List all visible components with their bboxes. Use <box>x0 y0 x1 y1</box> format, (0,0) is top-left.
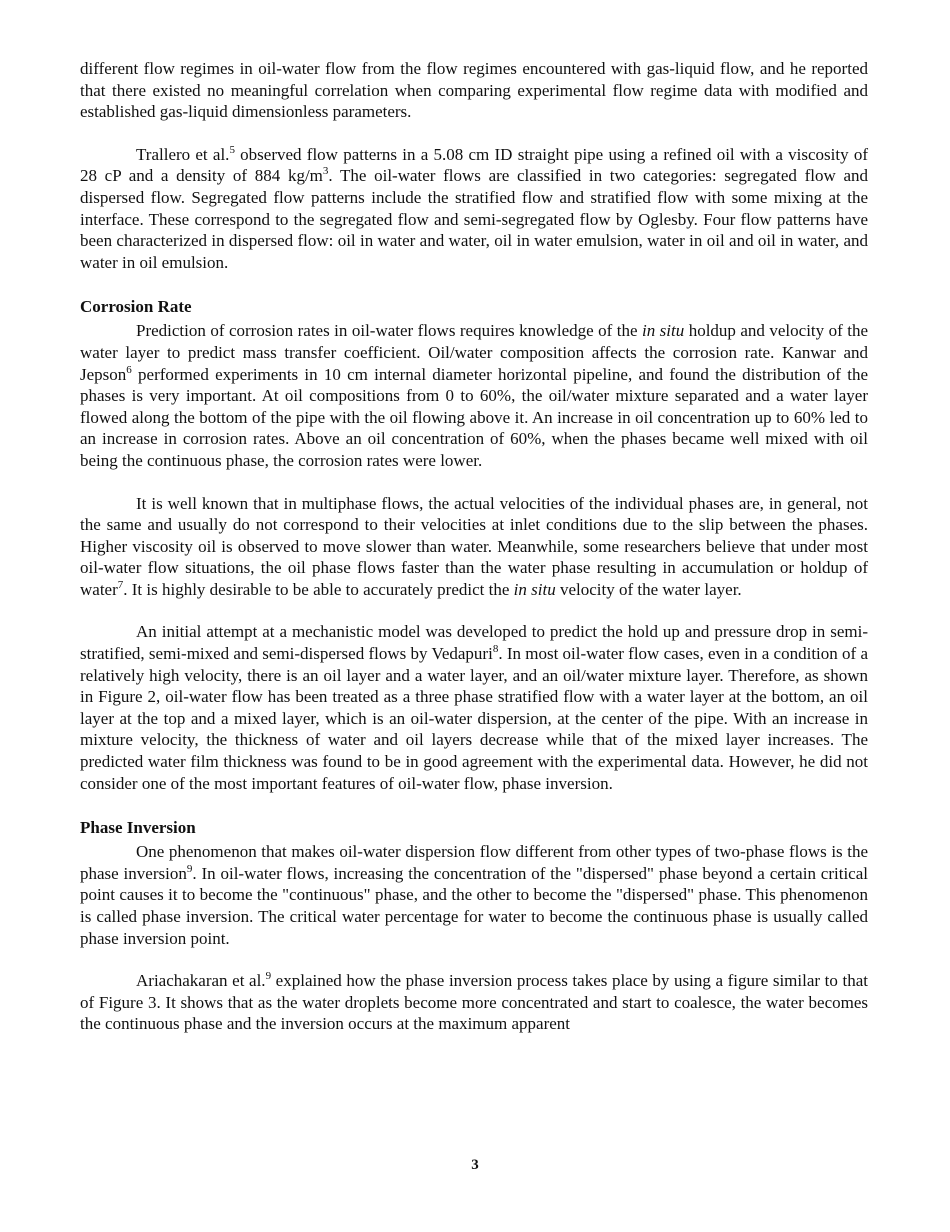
paragraph-flow-regimes-continued: different flow regimes in oil-water flow from the flow regimes encountered with gas-liquid flow, and he reported that there existed no meaningful correlation when comparing experimental flow regime data with modified and established gas-liquid dimensionless parameters. <box>80 59 868 122</box>
paragraph-trallero: Trallero et al.$^5$ observed flow patterns in a 5.08 cm ID straight pipe using a refined oil with a viscosity of 28 cP and a density of 884 $kg/m^3$. The oil-water flows are classified in two categories: segregated flow and dispersed flow. Segregated flow patterns include the stratified flow and stratified flow with some mixing at the interface. These correspond to the segregated flow and semi-segregated flow by Oglesby. Four flow patterns have been characterized in dispersed flow: oil in water and water, oil in water emulsion, water in oil and oil in water, and water in oil emulsion. <box>80 143 869 272</box>
reference-superscript: 7 <box>117 578 124 591</box>
paragraph-corrosion-prediction: Prediction of corrosion rates in oil-water flows requires knowledge of the in situ holdup and velocity of the water layer to predict mass transfer coefficient. Oil/water composition affects the corrosion rate. Kanwar and Jepson$^6$ performed experiments in 10 cm internal diameter horizontal pipeline, and found the distribution of the phases is very important. At oil compositions from 0 to 60%, the oil/water mixture separated and a water layer flowed along the bottom of the pipe with the oil flowing above it. An increase in oil concentration up to 60% led to an increase in corrosion rates. Above an oil concentration of 60%, when the phases became well mixed with oil being the continuous phase, the corrosion rates were lower. <box>80 321 868 470</box>
paragraph-phase-velocities: It is well known that in multiphase flows, the actual velocities of the individual phases are, in general, not the same and usually do not correspond to their velocities at inlet conditions due to the slip between the phases. Higher viscosity oil is observed to move slower than water. Meanwhile, some researchers believe that under most oil-water flow situations, the oil phase flows faster than the water phase resulting in accumulation or holdup of water$^7$. It is highly desirable to be able to accurately predict the in situ velocity of the water layer. <box>80 493 868 599</box>
paragraph-ariachakaran: Ariachakaran et al.$^9$ explained how the phase inversion process takes place by using a figure similar to that of Figure 3. It shows that as the water droplets become more concentrated and start to coalesce, the water becomes the continuous phase and the inversion occurs at the maximum apparent <box>80 970 868 1034</box>
page-number: 3 <box>471 1157 479 1173</box>
reference-superscript: 5 <box>229 143 235 156</box>
page-body <box>80 58 868 1035</box>
reference-superscript: 6 <box>126 363 132 376</box>
heading-corrosion-rate: Corrosion Rate <box>80 297 192 317</box>
reference-superscript: 9 <box>186 862 193 875</box>
paragraph-phase-inversion-definition: One phenomenon that makes oil-water dispersion flow different from other types of two-phase flows is the phase inversion$^9$. In oil-water flows, increasing the concentration of the "dispersed" phase beyond a certain critical point causes it to become the "continuous" phase, and the other to become the "dispersed" phase. This phenomenon is called phase inversion. The critical water percentage for water to become the continuous phase is usually called phase inversion point. <box>80 842 869 948</box>
reference-superscript: 9 <box>265 970 272 983</box>
heading-phase-inversion: Phase Inversion <box>80 818 196 838</box>
reference-superscript: 8 <box>492 643 499 656</box>
paragraph-mechanistic-model: An initial attempt at a mechanistic model was developed to predict the hold up and pressure drop in semi-stratified, semi-mixed and semi-dispersed flows by Vedapuri$^8$. In most oil-water flow cases, even in a condition of a relatively high velocity, there is an oil layer and a water layer, and an oil/water mixture layer. Therefore, as shown in Figure 2, oil-water flow has been treated as a three phase stratified flow with a water layer at the bottom, an oil layer at the top and a mixed layer, which is an oil-water dispersion, at the center of the pipe. With an increase in mixture velocity, the thickness of water and oil layers decrease while that of the mixed layer increases. The predicted water film thickness was found to be in good agreement with the experimental data. However, he did not consider one of the most important features of oil-water flow, phase inversion. <box>80 622 868 793</box>
exponent-superscript: 3 <box>322 165 329 178</box>
